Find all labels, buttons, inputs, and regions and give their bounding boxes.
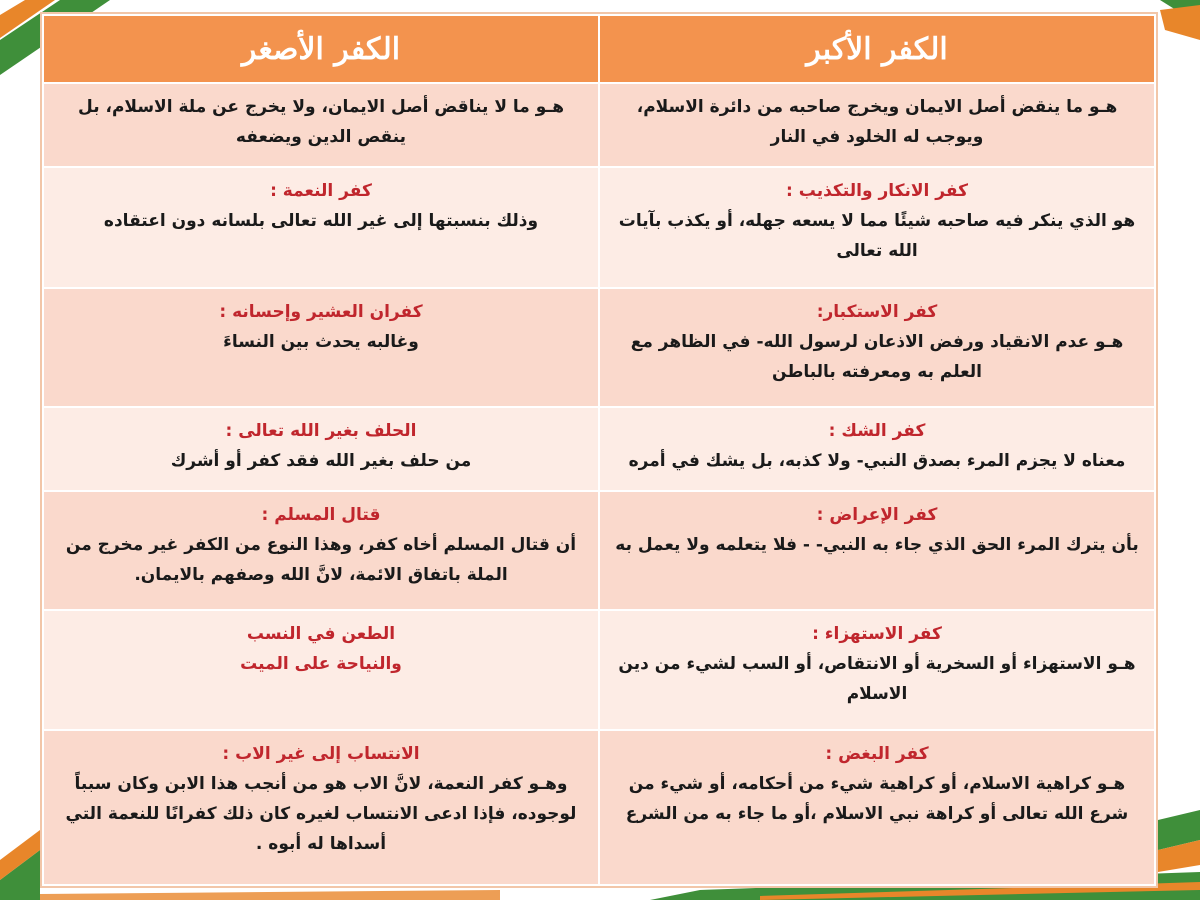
major-type-body: هـو عدم الانقياد ورفض الاذعان لرسول الله- في الظاهر مع العلم به ومعرفته بالباطن <box>630 332 1124 382</box>
minor-type-body: وغالبه يحدث بين النساءَ <box>223 332 419 352</box>
major-type-body: معناه لا يجزم المرء بصدق النبي- ولا كذبه، بل يشك في أمره <box>628 450 1126 471</box>
table-row <box>43 407 1155 491</box>
major-cell <box>599 610 1155 731</box>
kufr-comparison-table <box>42 14 1156 886</box>
minor-type-title-second: والنياحة على الميت <box>240 653 402 674</box>
major-cell <box>599 83 1155 167</box>
minor-type-title: الانتساب إلى غير الاب : <box>222 744 420 765</box>
major-type-title: كفر الانكار والتكذيب : <box>786 181 968 202</box>
minor-type-body: وذلك بنسبتها إلى غير الله تعالى بلسانه دون اعتقاده <box>103 211 539 232</box>
minor-cell <box>43 288 599 407</box>
major-type-title: كفر الإعراض : <box>816 504 938 525</box>
major-cell <box>599 491 1155 610</box>
major-type-title: كفر الاستكبار: <box>816 302 938 322</box>
table-row <box>43 167 1155 288</box>
minor-type-title: كفران العشير وإحسانه : <box>219 302 423 322</box>
minor-cell <box>43 83 599 167</box>
table-row <box>43 288 1155 407</box>
minor-definition: هـو ما لا يناقض أصل الايمان، ولا يخرج عن ملة الاسلام، بل ينقص الدين ويضعفه <box>78 97 564 147</box>
major-cell <box>599 730 1155 885</box>
table-header-row <box>43 15 1155 83</box>
major-type-title: كفر البغض : <box>825 744 929 765</box>
major-type-body: هـو كراهية الاسلام، أو كراهية شيء من أحكامه، أو شيء من شرع الله تعالى أو كراهة نبي الاسلام ،أو ما جاء به من الشرع <box>625 774 1129 825</box>
major-type-title: كفر الاستهزاء : <box>812 623 942 644</box>
major-type-title: كفر الشك : <box>828 420 926 441</box>
major-cell <box>599 407 1155 491</box>
major-cell <box>599 288 1155 407</box>
major-type-body: هـو الاستهزاء أو السخرية أو الانتقاص، أو السب لشيء من دين الاسلام <box>618 653 1136 704</box>
major-type-body: بأن يترك المرء الحق الذي جاء به النبي- - فلا يتعلمه ولا يعمل به <box>615 534 1139 555</box>
minor-type-body: أن قتال المسلم أخاه كفر، وهذا النوع من الكفر غير مخرج من الملة باتفاق الائمة، لانَّ الله وصفهم بالايمان. <box>65 534 577 585</box>
minor-cell <box>43 730 599 885</box>
header-minor-kufr: الكفر الأصغر <box>43 15 599 83</box>
table-row <box>43 491 1155 610</box>
minor-type-title: الطعن في النسب <box>246 623 396 644</box>
comparison-table-container <box>40 12 1158 888</box>
minor-type-body: من حلف بغير الله فقد كفر أو أشرك <box>170 450 472 471</box>
minor-type-title: الحلف بغير الله تعالى : <box>225 420 417 441</box>
minor-cell <box>43 491 599 610</box>
major-definition: هـو ما ينقض أصل الايمان ويخرج صاحبه من دائرة الاسلام، ويوجب له الخلود في النار <box>636 97 1118 147</box>
header-major-kufr: الكفر الأكبر <box>599 15 1155 83</box>
minor-cell <box>43 167 599 288</box>
minor-cell <box>43 610 599 731</box>
table-row <box>43 83 1155 167</box>
table-row <box>43 610 1155 731</box>
minor-type-title: كفر النعمة : <box>270 181 372 202</box>
minor-cell <box>43 407 599 491</box>
table-row <box>43 730 1155 885</box>
minor-type-title: قتال المسلم : <box>261 504 381 525</box>
major-type-body: هو الذي ينكر فيه صاحبه شيئًا مما لا يسعه جهله، أو يكذب بآيات الله تعالى <box>618 211 1136 262</box>
minor-type-body: وهـو كفر النعمة، لانَّ الاب هو من أنجب هذا الابن وكان سبباً لوجوده، فإذا ادعى الانتساب لغيره كان ذلك كفرانًا للنعمة التي أسداها له أبوه . <box>65 774 577 855</box>
major-cell <box>599 167 1155 288</box>
